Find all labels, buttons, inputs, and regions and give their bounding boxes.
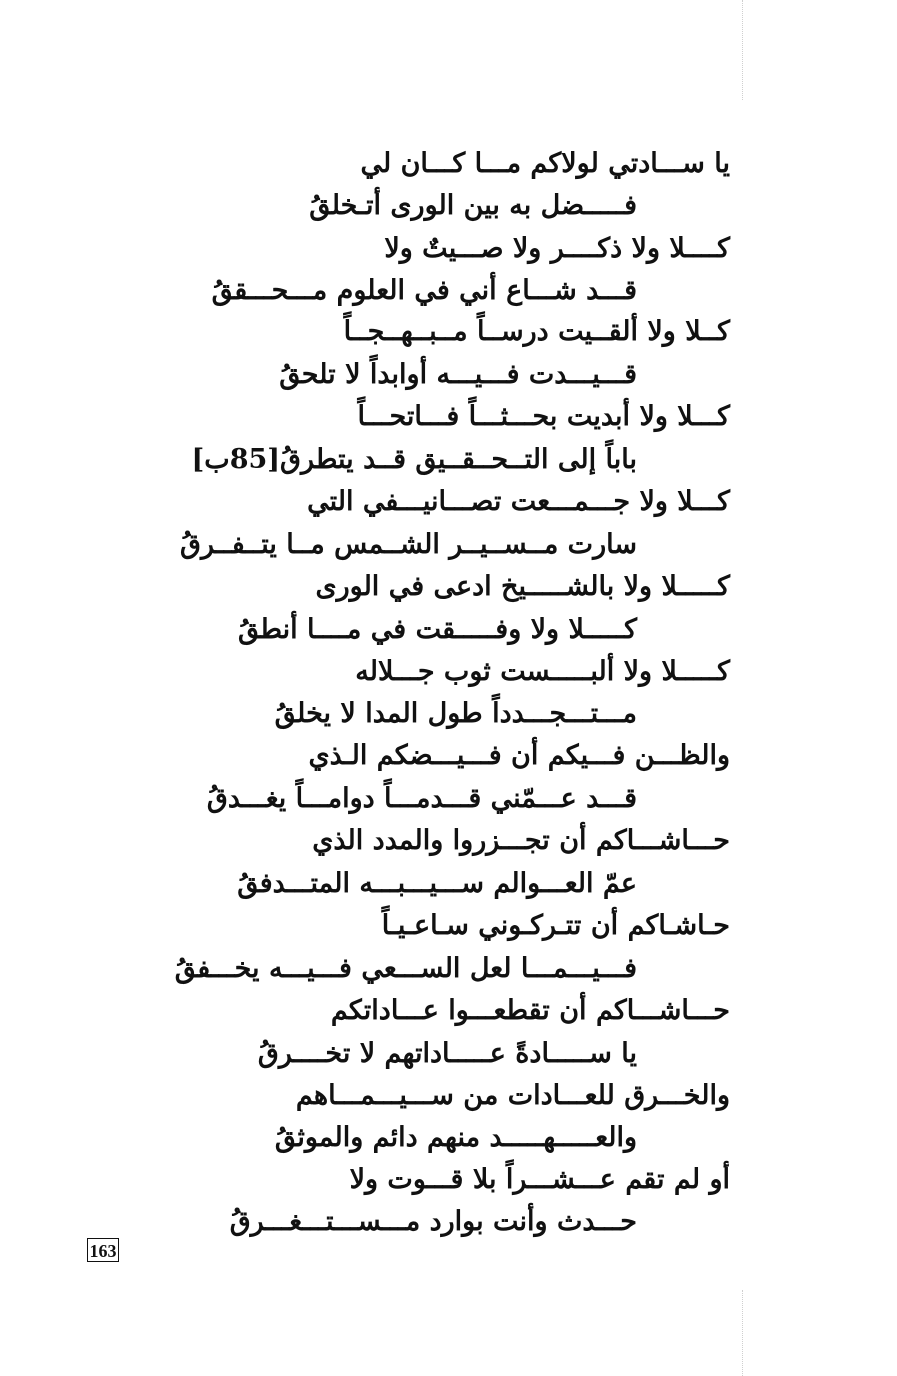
- verse-line-14: مـــتـــجـــدداً طول المدا لا يخلقُ: [274, 698, 637, 729]
- verse-line-12: كـــــلا ولا وفـــــقت في مــــا أنطقُ: [237, 614, 637, 645]
- verse-line-2: فـــــضل به بين الورى أتـخلقُ: [309, 190, 637, 221]
- verse-line-5: كــلا ولا ألقــيت درســاً مــبــهــجــاً: [343, 316, 730, 347]
- verse-line-16: قـــد عـــمّني قـــدمـــاً دوامـــاً يغـــدقُ: [206, 783, 637, 814]
- gutter-line-bottom: [742, 1290, 743, 1376]
- page-number: 163: [87, 1238, 119, 1262]
- verse-line-8: باباً إلى التــحــقــيق قــد يتطرقُ[85ب]: [191, 444, 637, 475]
- verse-line-15: والظـــن فـــيكم أن فـــيـــضكم الـذي: [308, 740, 730, 771]
- verse-line-9: كـــلا ولا جـــمـــعت تصـــانيـــفي التي: [307, 486, 730, 517]
- verse-line-7: كـــلا ولا أبديت بحـــثـــاً فـــاتحـــاً: [357, 401, 730, 432]
- verse-line-3: كــــلا ولا ذكــــر ولا صـــيتٌ ولا: [384, 233, 730, 264]
- verse-line-17: حـــاشـــاكم أن تجـــزروا والمدد الذي: [312, 825, 730, 856]
- verse-line-4: قـــد شـــاع أني في العلوم مـــحـــققُ: [211, 275, 637, 306]
- verse-line-24: والعـــــهـــــد منهم دائم والموثقُ: [274, 1122, 637, 1153]
- verse-line-26: حـــدث وأنت بوارد مـــســـتـــغـــرقُ: [229, 1206, 637, 1237]
- verse-line-1: يا ســـادتي لولاكم مـــا كـــان لي: [360, 148, 730, 179]
- verse-line-23: والخـــرق للعـــادات من ســـيـــمـــاهم: [295, 1080, 730, 1111]
- verse-line-21: حـــاشـــاكم أن تقطعـــوا عـــاداتكم: [330, 995, 730, 1026]
- gutter-line-top: [742, 0, 743, 100]
- verse-line-13: كـــــلا ولا ألبـــــست ثوب جـــلاله: [355, 656, 730, 687]
- verse-line-20: فـــيـــمـــا لعل الســـعي فـــيـــه يخـــفقُ: [174, 953, 637, 984]
- verse-line-6: قـــيـــدت فـــيـــه أوابداً لا تلحقُ: [279, 359, 637, 390]
- verse-line-22: يا ســـــادةً عـــــاداتهم لا تخــــرقُ: [257, 1038, 637, 1069]
- verse-line-25: أو لم تقم عـــشـــراً بلا قـــوت ولا: [349, 1164, 730, 1195]
- verse-line-10: سارت مــســيــر الشــمس مــا يتــفــرقُ: [180, 529, 637, 560]
- verse-line-11: كـــــلا ولا بالشـــــيخ ادعى في الورى: [315, 571, 730, 602]
- verse-line-19: حـاشـاكم أن تتـركـوني سـاعـيـاً: [381, 910, 730, 941]
- verse-line-18: عمّ العـــوالم ســـيـــبـــه المتـــدفقُ: [237, 868, 637, 899]
